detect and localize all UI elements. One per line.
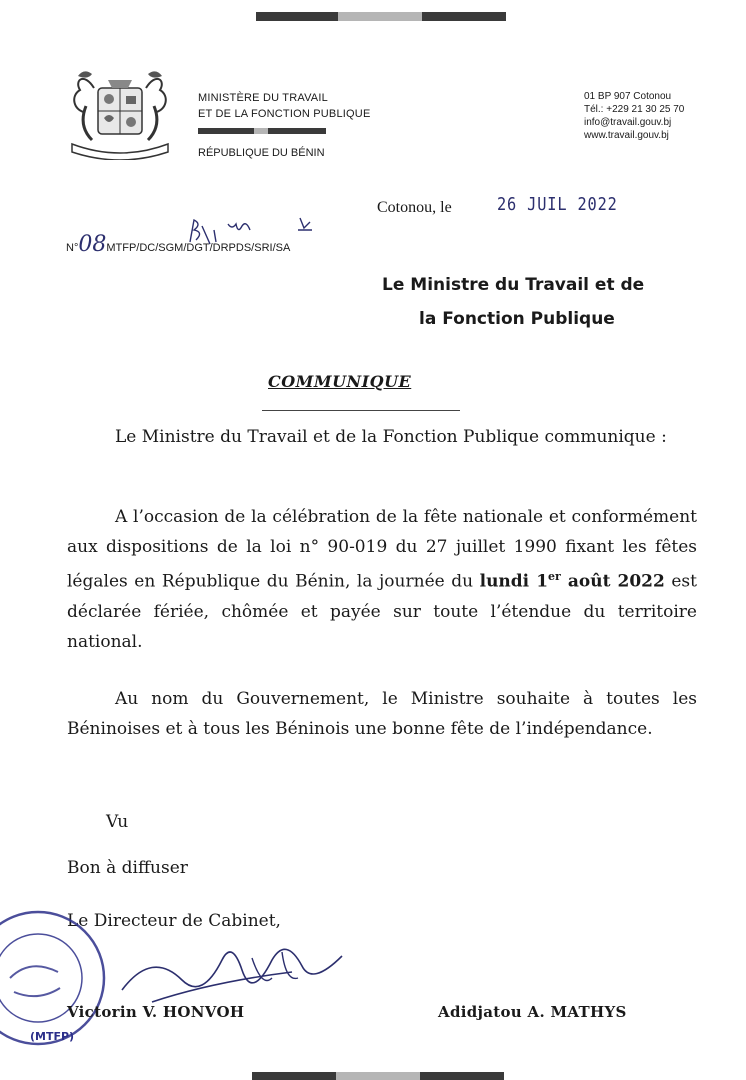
paragraph-1-text: Le Ministre du Travail et de la Fonction Publique communique : <box>115 427 667 447</box>
contact-phone: Tél.: +229 21 30 25 70 <box>584 104 685 115</box>
contact-address: 01 BP 907 Cotonou <box>584 91 672 102</box>
paragraph-2-text-a: A l’occasion de la célébration de la fête nationale et conformément aux dispositions de la loi n° 90-019 du 27 juillet 1990 fixant les fêtes légales en République du Bénin, la journée du <box>67 507 697 592</box>
director-title: Le Directeur de Cabinet, <box>67 911 281 931</box>
bottom-decorative-bar <box>252 1072 504 1080</box>
reference-code: MTFP/DC/SGM/DGT/DRPDS/SRI/SA <box>106 242 291 254</box>
ministry-official-stamp <box>0 898 110 1060</box>
reference-prefix: N° <box>66 242 79 254</box>
contact-website: www.travail.gouv.bj <box>584 130 669 141</box>
top-decorative-bar <box>256 12 506 21</box>
flag-bar <box>198 128 326 134</box>
ministry-line-1: MINISTÈRE DU TRAVAIL <box>198 92 328 104</box>
signatory-left: Victorin V. HONVOH <box>67 1003 245 1021</box>
reference-handwritten-number: 08 <box>78 232 107 257</box>
issuer-title-line-1: Le Ministre du Travail et de <box>382 275 645 295</box>
paragraph-3 <box>67 684 697 744</box>
ministry-line-2: ET DE LA FONCTION PUBLIQUE <box>198 108 371 120</box>
benin-coat-of-arms-emblem <box>64 66 176 160</box>
republic-name: RÉPUBLIQUE DU BÉNIN <box>198 147 325 159</box>
holiday-date-bold-b: août 2022 <box>560 571 665 592</box>
handwritten-initials <box>180 212 330 252</box>
holiday-date-bold-a: lundi 1 <box>479 571 549 592</box>
paragraph-3-text: Au nom du Gouvernement, le Ministre souhaite à toutes les Béninoises et à tous les Béninois une bonne fête de l’indépendance. <box>67 689 697 739</box>
heading-divider <box>262 410 460 411</box>
signatory-right: Adidjatou A. MATHYS <box>438 1003 627 1021</box>
ministry-name <box>198 90 370 122</box>
holiday-date-superscript: er <box>548 570 561 583</box>
date-stamp: 26 JUIL 2022 <box>497 194 618 215</box>
document-heading: COMMUNIQUE <box>268 372 412 391</box>
contact-block <box>584 90 684 142</box>
paragraph-2-text-b: est déclarée fériée, chômée et payée sur toute l’étendue du territoire national. <box>67 571 697 652</box>
vu-label: Vu <box>106 812 129 832</box>
issuer-title <box>382 268 682 336</box>
place-line: Cotonou, le <box>377 199 452 216</box>
stamp-code: (MTFP) <box>30 1030 75 1043</box>
paragraph-2 <box>67 502 697 657</box>
approval-label: Bon à diffuser <box>67 858 188 878</box>
contact-email: info@travail.gouv.bj <box>584 117 672 128</box>
paragraph-1 <box>67 422 697 452</box>
issuer-title-line-2: la Fonction Publique <box>419 309 615 329</box>
